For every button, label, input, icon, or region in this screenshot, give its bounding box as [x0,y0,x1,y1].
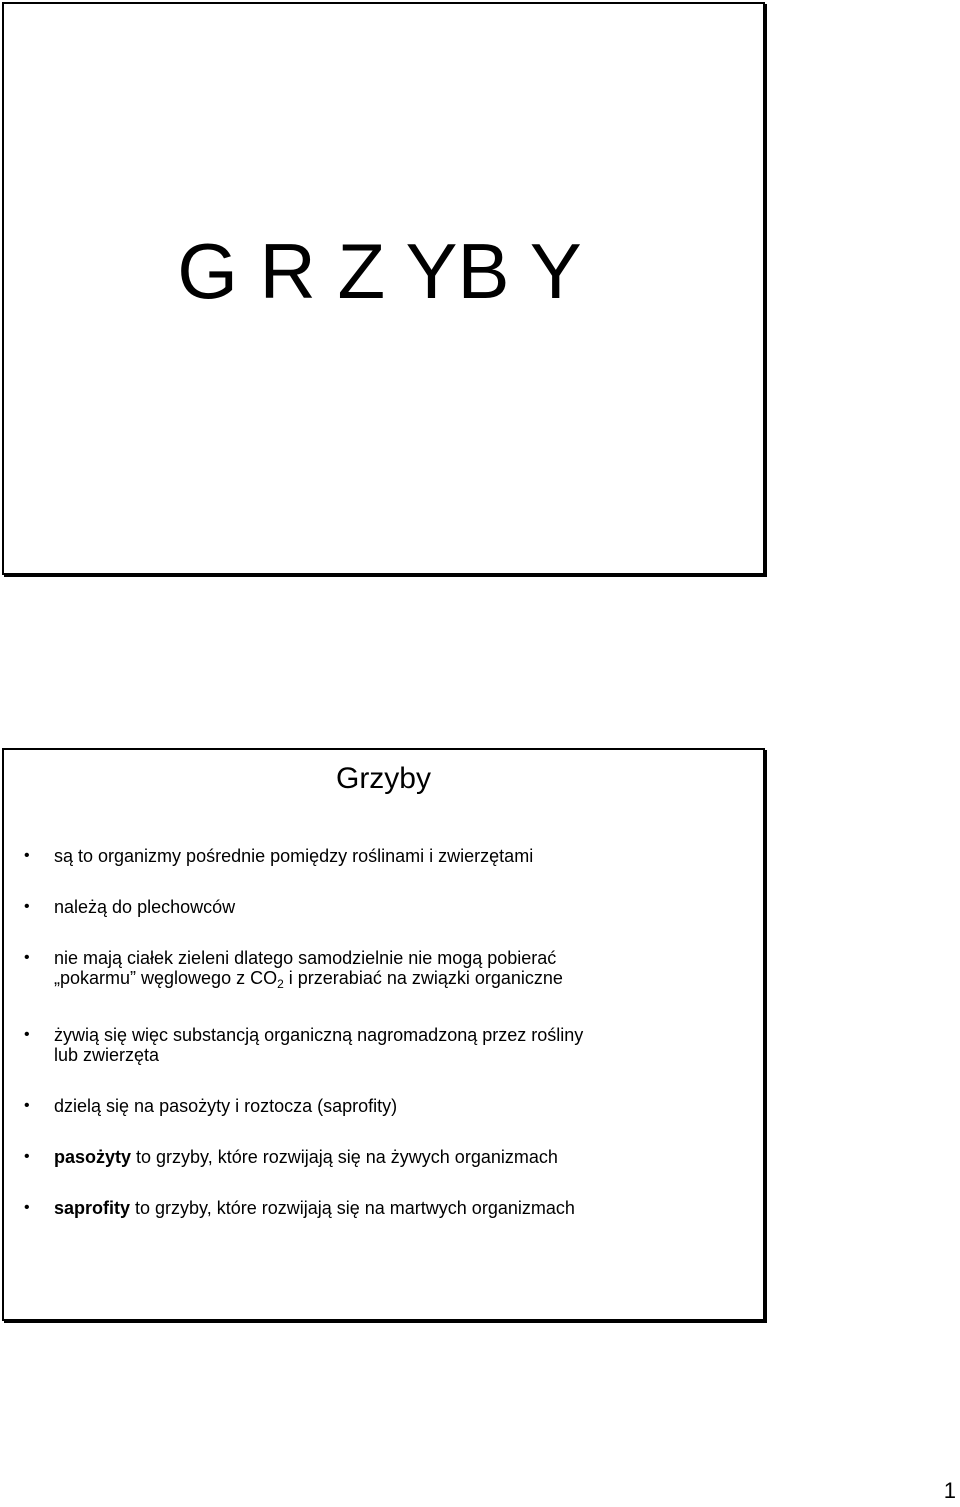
bullet-text: należą do plechowców [54,897,236,917]
bullet-text: są to organizmy pośrednie pomiędzy roślinami i zwierzętami [54,846,534,866]
bullet-icon: • [24,847,30,864]
bullet-term: saprofity [54,1198,131,1218]
bullet-item [24,846,744,866]
bullet-item [24,948,744,994]
bullet-term: pasożyty [54,1147,132,1167]
bullet-icon: • [24,1199,30,1216]
bullet-item [24,1096,744,1116]
bullet-item [24,1025,744,1065]
bullet-icon: • [24,1026,30,1043]
bullet-item [24,1147,744,1167]
bullet-item [24,897,744,917]
bullet-icon: • [24,949,30,966]
bullet-text: dzielą się na pasożyty i roztocza (saprofity) [54,1096,398,1116]
subscript: 2 [277,977,284,991]
bullet-icon: • [24,1148,30,1165]
bullet-text: to grzyby, które rozwijają się na żywych organizmach [131,1147,558,1167]
bullet-text-line1: nie mają ciałek zieleni dlatego samodzielnie nie mogą pobierać [54,948,557,968]
bullet-list [24,846,744,1249]
bullet-text-line2-post: i przerabiać na związki organiczne [283,968,563,988]
slide-grzyby [2,748,765,1321]
bullet-icon: • [24,898,30,915]
bullet-text-line1: żywią się więc substancją organiczną nagromadzoną przez rośliny [54,1025,584,1045]
slide-title-page [2,2,765,575]
slide-title: Grzyby [335,762,431,795]
bullet-icon: • [24,1097,30,1114]
bullet-item [24,1198,744,1218]
bullet-text-line2: lub zwierzęta [54,1045,160,1065]
bullet-text: to grzyby, które rozwijają się na martwych organizmach [130,1198,575,1218]
page-number: 1 [943,1478,956,1503]
slide-main-title: G R Z YB Y [177,227,582,315]
bullet-text-line2-pre: „pokarmu” węglowego z CO [54,968,278,988]
